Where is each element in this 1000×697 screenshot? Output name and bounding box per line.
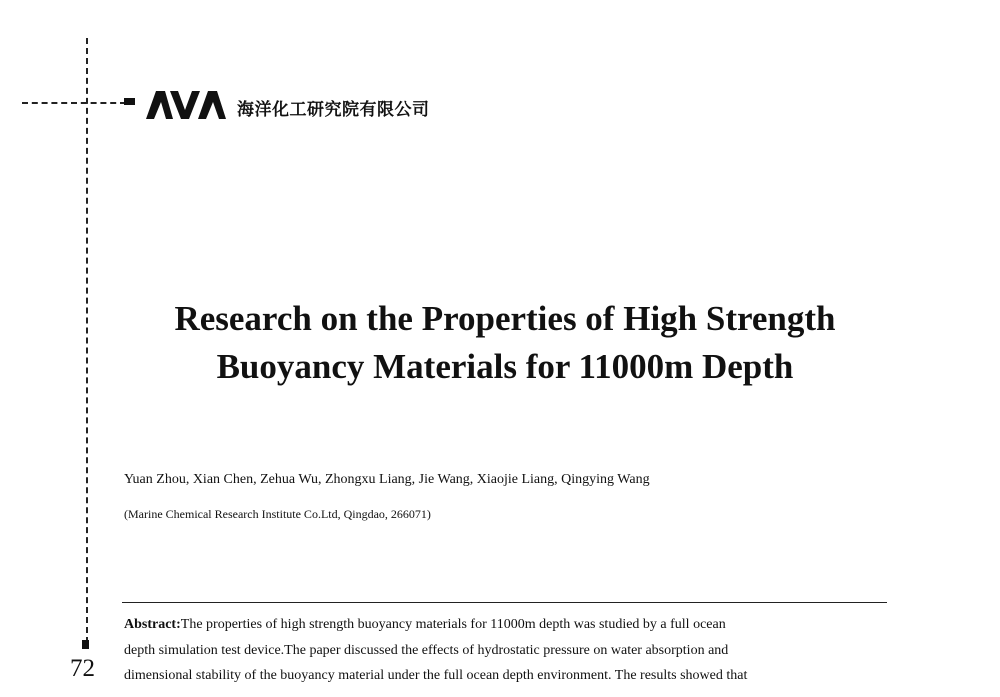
abstract [124,612,896,689]
abstract-divider [122,602,887,603]
margin-guide-horizontal [22,102,126,104]
abstract-line-1: Abstract:The properties of high strength buoyancy materials for 11000m depth was studied by a full ocean [124,617,726,632]
guide-endcap-marker [124,98,135,105]
title-line-2: Buoyancy Materials for 11000m Depth [216,347,794,386]
affiliation: (Marine Chemical Research Institute Co.Ltd, Qingdao, 266071) [124,507,431,521]
company-name: 海洋化工研究院有限公司 [237,100,430,120]
abstract-line-3: dimensional stability of the buoyancy material under the full ocean depth environment. The results showed that [124,668,748,683]
page-number: 72 [70,655,95,682]
abstract-label: Abstract: [124,617,181,632]
ava-logo-icon [146,91,228,119]
abstract-line-2: depth simulation test device.The paper discussed the effects of hydrostatic pressure on water absorption and [124,642,729,658]
company-logo [146,88,228,122]
guide-bottom-marker [82,640,89,649]
author-list: Yuan Zhou, Xian Chen, Zehua Wu, Zhongxu Liang, Jie Wang, Xiaojie Liang, Qingying Wang [124,472,650,487]
title-line-1: Research on the Properties of High Strength [174,299,836,338]
paper-title [60,295,950,391]
